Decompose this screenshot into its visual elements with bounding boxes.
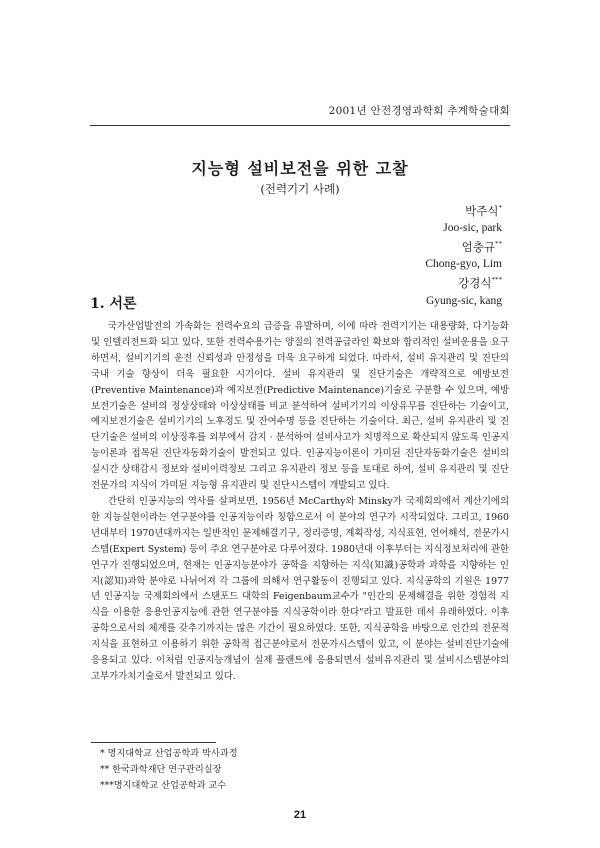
- footnote-rule: [91, 742, 216, 743]
- footnote-2: ** 한국과학재단 연구관리실장: [100, 764, 222, 775]
- author-1-korean: 박주식*: [465, 204, 502, 218]
- author-2-mark: **: [495, 240, 502, 249]
- section-heading: 1. 서론: [90, 296, 137, 312]
- author-1-mark: *: [498, 204, 502, 212]
- header-rule: [90, 125, 510, 126]
- author-block: [425, 200, 502, 309]
- section-body: [91, 319, 509, 685]
- running-header: 2001년 안전경영과학회 추계학술대회: [328, 105, 510, 117]
- footnote-3: ***명지대학교 산업공학과 교수: [100, 780, 227, 791]
- paper-subtitle: (전력기기 사례): [260, 182, 340, 196]
- author-1-roman: Joo-sic, park: [443, 222, 502, 235]
- footnotes: [100, 746, 238, 794]
- author-2-korean: 엄충규**: [461, 240, 502, 255]
- author-3-mark: ***: [491, 276, 502, 285]
- author-2-roman: Chong-gyo, Lim: [425, 258, 502, 271]
- author-3-roman: Gyung-sic, kang: [425, 294, 502, 307]
- footnote-1: * 명지대학교 산업공학과 박사과정: [100, 748, 238, 759]
- body-paragraph-2: 간단히 인공지능의 역사를 살펴보면, 1956년 McCarthy와 Minsky가 국제회의에서 계산기에의 한 지능실현이라는 연구분야를 인공지능이라 칭함으로서 이 분야의 연구가 시작되었다. 그리고, 1960년대부터 1970년대까지는 일반적인 문제해결기구, 정리증명, 계획작성, 지식표현, 언어해석, 전문가시스템(Expert System) 등이 주요 연구분야로 다루어졌다. 1980년대 이후부터는 지식정보처리에 관한 연구가 진행되었으며, 현재는 인공지능분야가 공학을 지향하는 지식(知識)공학과 과학을 지향하는 인지(認知)과학 분야로 나뉘어져 각 그룹에 의해서 연구활동이 진행되고 있다. 지식공학의 기원은 1977년 인공지능 국제회의에서 스탠포드 대학의 Feigenbaum교수가 "인간의 문제해결을 위한 경험적 지식을 이용한 응용인공지능에 관한 연구분야를 지식공학이라 한다"라고 발표한 데서 유래하였다. 이후 공학으로서의 체계를 갖추기까지는 많은 기간이 필요하였다. 또한, 지식공학을 바탕으로 인간의 전문적 지식을 표현하고 이용하기 위한 공학적 접근분야로서 전문가시스템이 있고, 이 분야는 설비진단기술에 응용되고 있다. 이처럼 인공지능개념이 실제 플랜트에 응용되면서 설비유지관리 및 설비시스템분야의 고부가가치기술로서 발전되고 있다.: [91, 495, 509, 682]
- page-number: 21: [293, 809, 307, 821]
- body-paragraph-1: 국가산업발전의 가속화는 전력수요의 급증을 유발하며, 이에 따라 전력기기는 대용량화, 다기능화 및 인텔리전트화 되고 있다. 또한 전력수용가는 양질의 전력공급라인 확보와 합리적인 설비운용을 요구하면서, 설비기기의 운전 신뢰성과 안정성을 더욱 요구하게 되었다. 따라서, 설비 유지관리 및 진단의 국내 기술 향상이 더욱 필요한 시기이다. 설비 유지관리 및 진단기술은 개략적으로 예방보전(Preventive Maintenance)과 예지보전(Predictive Maintenance)기술로 구분할 수 있으며, 예방보전기술은 설비의 정상상태와 이상상태를 비교 분석하여 설비기기의 이상유무를 진단하는 기술이고, 예지보전기술은 설비기기의 노후정도 및 잔여수명 등을 진단하는 기술이다. 최근, 설비 유지관리 및 진단기술은 설비의 이상징후를 외부에서 감지 · 분석하여 설비사고가 치명적으로 확산되지 않도록 인공지능이론과 접목된 진단자동화기술이 발전되고 있다. 인공지능이론이 가미된 진단자동화기술은 설비의 실시간 상태감시 정보와 설비이력정보 그리고 유지관리 정보 등을 토대로 하여, 설비 유지관리 및 진단전문가의 지식이 가미된 지능형 유지관리 및 진단시스템이 개발되고 있다.: [91, 321, 509, 492]
- author-3-korean: 강경식***: [458, 276, 502, 291]
- paper-title: 지능형 설비보전을 위한 고찰: [191, 159, 409, 178]
